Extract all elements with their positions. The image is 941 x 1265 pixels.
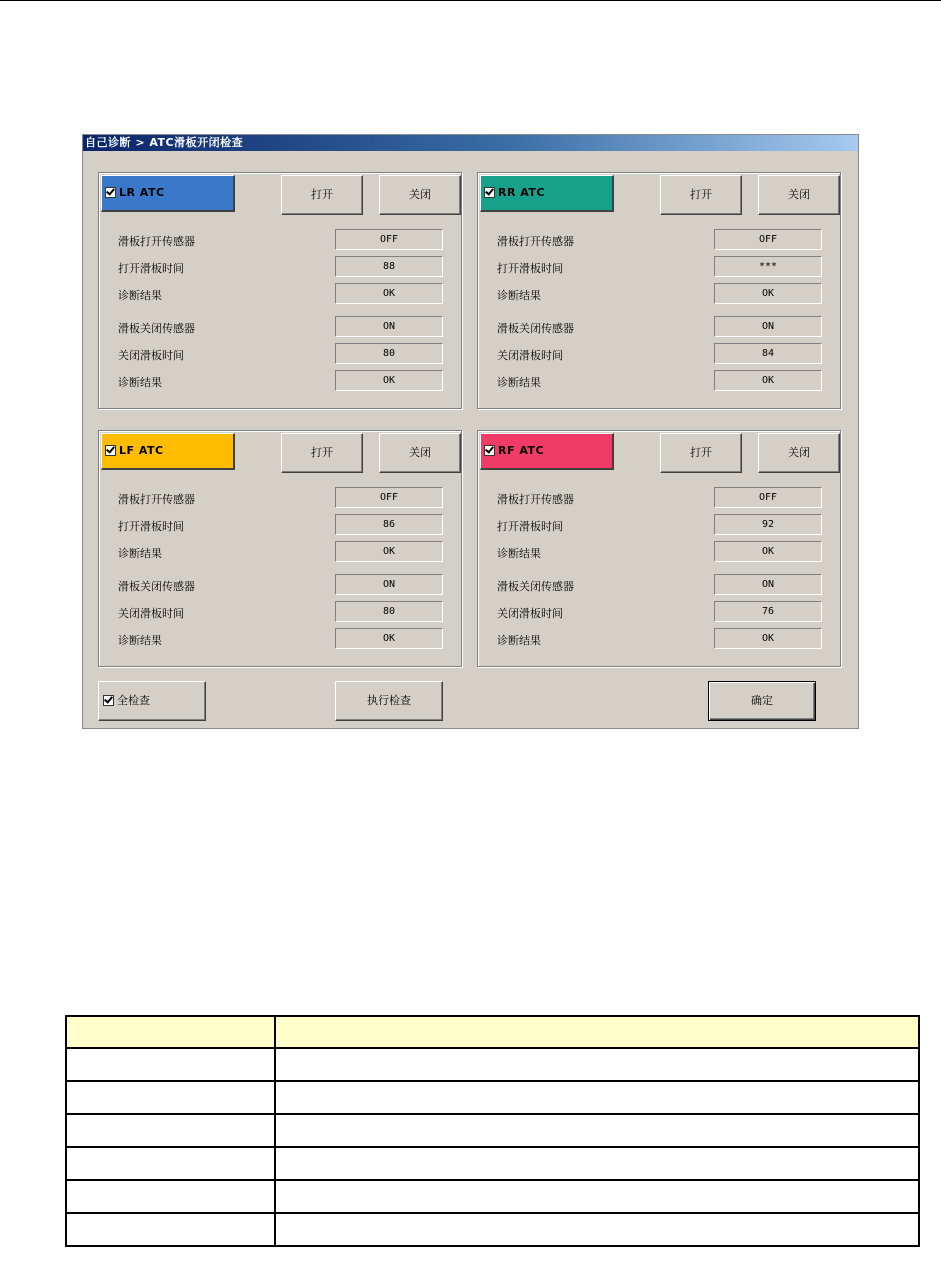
rr-row-close-sensor [497, 316, 822, 337]
panel-rf-atc [477, 430, 841, 667]
lf-atc-checkbox[interactable] [105, 445, 116, 456]
lf-open-button[interactable]: 打开 [281, 433, 363, 473]
lf-row-close-result [118, 628, 443, 649]
row-label: 滑板打开传感器 [497, 235, 574, 248]
description-table [65, 1015, 920, 1247]
rr-row-close-result [497, 370, 822, 391]
rf-open-button[interactable]: 打开 [660, 433, 742, 473]
row-label: 打开滑板时间 [497, 520, 563, 533]
row-value: OFF [714, 229, 822, 250]
rr-close-button[interactable]: 关闭 [758, 175, 840, 215]
row-label: 滑板打开传感器 [118, 493, 195, 506]
panel-lf-atc [98, 430, 462, 667]
lr-row-close-time [118, 343, 443, 364]
row-label: 诊断结果 [497, 547, 541, 560]
rf-row-close-sensor [497, 574, 822, 595]
row-value: 92 [714, 514, 822, 535]
rr-row-close-time [497, 343, 822, 364]
lr-row-close-sensor [118, 316, 443, 337]
ok-button[interactable]: 确定 [708, 681, 816, 721]
all-check-label: 全检查 [117, 694, 150, 707]
lf-atc-toggle[interactable] [101, 433, 235, 470]
row-value: 80 [335, 601, 443, 622]
table-cell [275, 1048, 919, 1081]
lf-row-open-sensor [118, 487, 443, 508]
row-value: OK [335, 370, 443, 391]
row-value: ON [714, 574, 822, 595]
row-label: 诊断结果 [497, 289, 541, 302]
table-cell [275, 1213, 919, 1246]
page-top-rule [0, 0, 941, 1]
lf-row-close-sensor [118, 574, 443, 595]
rr-atc-toggle[interactable] [480, 175, 614, 212]
rf-row-open-sensor [497, 487, 822, 508]
rf-atc-checkbox[interactable] [484, 445, 495, 456]
row-value: ON [714, 316, 822, 337]
panel-rr-atc [477, 172, 841, 409]
row-value: 88 [335, 256, 443, 277]
table-cell [66, 1048, 275, 1081]
rr-atc-label: RR ATC [498, 186, 546, 199]
row-value: ON [335, 574, 443, 595]
lr-open-button[interactable]: 打开 [281, 175, 363, 215]
atc-check-dialog [82, 134, 859, 729]
row-value: OFF [335, 487, 443, 508]
rf-row-open-time [497, 514, 822, 535]
row-label: 打开滑板时间 [118, 262, 184, 275]
rr-row-open-result [497, 283, 822, 304]
rf-row-open-result [497, 541, 822, 562]
lf-row-open-result [118, 541, 443, 562]
table-cell [275, 1147, 919, 1180]
lf-atc-label: LF ATC [119, 444, 164, 457]
row-value: OK [714, 541, 822, 562]
rr-row-open-time [497, 256, 822, 277]
dialog-title: 自己诊断 > ATC滑板开闭检查 [83, 135, 858, 151]
row-label: 滑板关闭传感器 [497, 580, 574, 593]
row-value: 76 [714, 601, 822, 622]
rf-row-close-result [497, 628, 822, 649]
lr-close-button[interactable]: 关闭 [379, 175, 461, 215]
row-label: 关闭滑板时间 [497, 349, 563, 362]
row-value: OK [335, 283, 443, 304]
row-label: 打开滑板时间 [497, 262, 563, 275]
row-label: 诊断结果 [118, 634, 162, 647]
row-label: 诊断结果 [118, 376, 162, 389]
row-label: 滑板打开传感器 [497, 493, 574, 506]
lr-atc-label: LR ATC [119, 186, 165, 199]
row-label: 诊断结果 [497, 376, 541, 389]
lr-atc-checkbox[interactable] [105, 187, 116, 198]
table-cell [66, 1114, 275, 1147]
table-cell [275, 1114, 919, 1147]
all-check-checkbox[interactable] [103, 695, 114, 706]
row-label: 诊断结果 [118, 289, 162, 302]
row-value: 80 [335, 343, 443, 364]
table-row [66, 1114, 919, 1147]
table-cell [66, 1081, 275, 1114]
row-label: 诊断结果 [497, 634, 541, 647]
row-value: 84 [714, 343, 822, 364]
execute-check-button[interactable]: 执行检查 [335, 681, 443, 721]
lf-close-button[interactable]: 关闭 [379, 433, 461, 473]
rr-row-open-sensor [497, 229, 822, 250]
table-row [66, 1180, 919, 1213]
row-label: 关闭滑板时间 [497, 607, 563, 620]
row-value: OK [335, 541, 443, 562]
row-label: 滑板关闭传感器 [118, 322, 195, 335]
rf-atc-label: RF ATC [498, 444, 545, 457]
row-value: 86 [335, 514, 443, 535]
rf-row-close-time [497, 601, 822, 622]
rf-close-button[interactable]: 关闭 [758, 433, 840, 473]
rr-open-button[interactable]: 打开 [660, 175, 742, 215]
table-cell [66, 1016, 275, 1048]
row-label: 诊断结果 [118, 547, 162, 560]
row-label: 滑板关闭传感器 [118, 580, 195, 593]
table-cell [275, 1016, 919, 1048]
row-label: 滑板打开传感器 [118, 235, 195, 248]
lr-row-close-result [118, 370, 443, 391]
table-header-row [66, 1016, 919, 1048]
table-cell [66, 1147, 275, 1180]
table-row [66, 1048, 919, 1081]
row-label: 关闭滑板时间 [118, 607, 184, 620]
table-cell [66, 1180, 275, 1213]
rr-atc-checkbox[interactable] [484, 187, 495, 198]
row-value: OK [714, 628, 822, 649]
row-value: OK [714, 370, 822, 391]
row-value: ON [335, 316, 443, 337]
row-label: 关闭滑板时间 [118, 349, 184, 362]
rf-atc-toggle[interactable] [480, 433, 614, 470]
table-row [66, 1081, 919, 1114]
row-value: OFF [714, 487, 822, 508]
table-row [66, 1147, 919, 1180]
row-label: 滑板关闭传感器 [497, 322, 574, 335]
table-cell [275, 1081, 919, 1114]
row-value: OFF [335, 229, 443, 250]
lr-atc-toggle[interactable] [101, 175, 235, 212]
row-value: *** [714, 256, 822, 277]
lf-row-open-time [118, 514, 443, 535]
lf-row-close-time [118, 601, 443, 622]
table-cell [66, 1213, 275, 1246]
lr-row-open-result [118, 283, 443, 304]
table-row [66, 1213, 919, 1246]
lr-row-open-sensor [118, 229, 443, 250]
table-cell [275, 1180, 919, 1213]
lr-row-open-time [118, 256, 443, 277]
panel-lr-atc [98, 172, 462, 409]
all-check-toggle[interactable] [98, 681, 206, 721]
row-label: 打开滑板时间 [118, 520, 184, 533]
row-value: OK [714, 283, 822, 304]
row-value: OK [335, 628, 443, 649]
